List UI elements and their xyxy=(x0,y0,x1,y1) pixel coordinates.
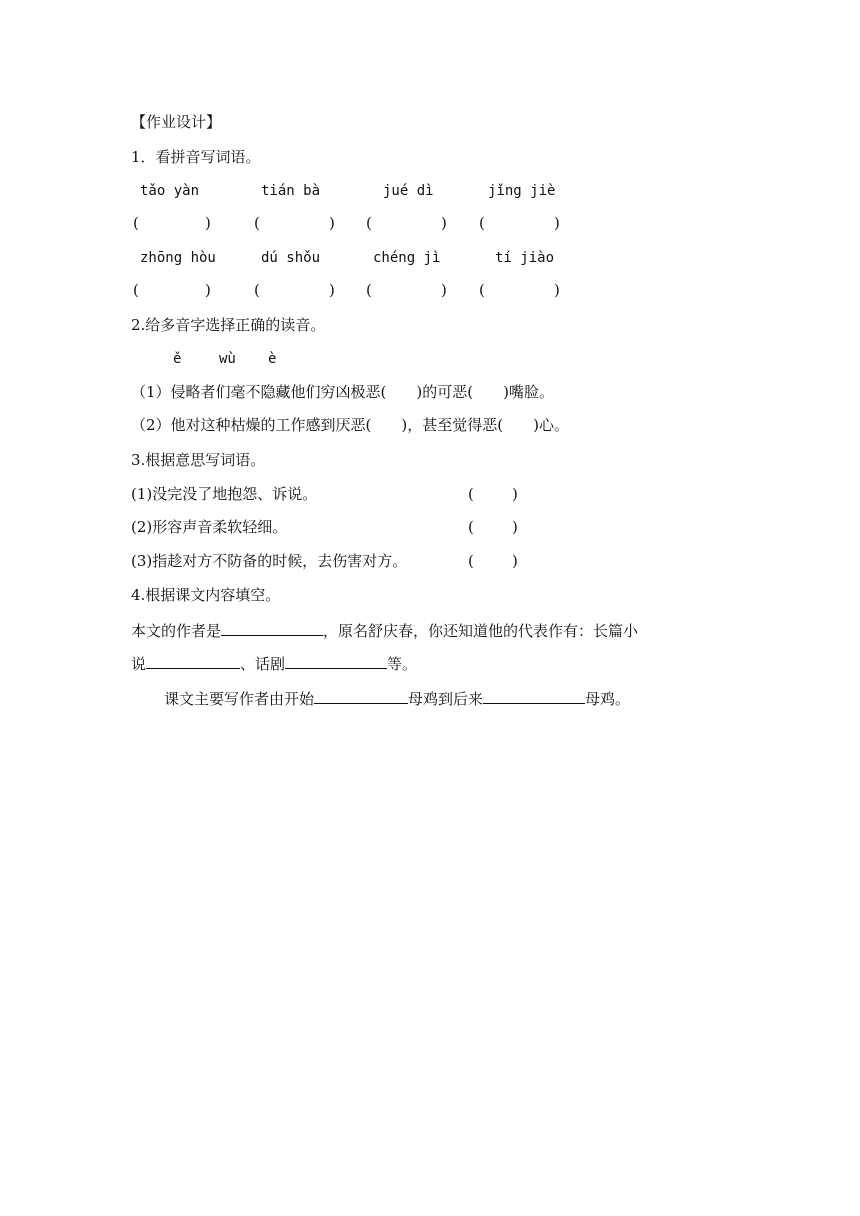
sentence-1-part-a: （1）侵略者们毫不隐藏他们穷凶极恶( xyxy=(131,383,387,401)
answer-paren-close: ) xyxy=(512,552,518,570)
fill-blank-author[interactable] xyxy=(221,619,323,636)
sentence-2-part-c: )心。 xyxy=(533,416,569,434)
pinyin-1: tǎo yàn xyxy=(140,183,200,199)
section-heading: 【作业设计】 xyxy=(131,113,222,131)
sentence-2-part-a: （2）他对这种枯燥的工作感到厌恶( xyxy=(131,416,372,434)
answer-paren-open: ( xyxy=(468,552,474,570)
answer-paren-close: ) xyxy=(554,281,560,299)
answer-paren-close: ) xyxy=(329,214,335,232)
reading-option: wù xyxy=(219,351,236,367)
answer-paren-close: ) xyxy=(554,214,560,232)
pinyin-4: jǐng jiè xyxy=(488,183,556,199)
pinyin-3: jué dì xyxy=(383,183,434,199)
answer-paren-close: ) xyxy=(329,281,335,299)
pinyin-8: tí jiào xyxy=(495,250,555,266)
fill-blank-drama[interactable] xyxy=(285,652,387,669)
sentence-2-part-b: )，甚至觉得恶( xyxy=(401,416,504,434)
answer-paren-open: ( xyxy=(133,214,139,232)
answer-paren-open: ( xyxy=(366,214,372,232)
reading-option: ě xyxy=(173,351,182,367)
fill-blank-attitude-start[interactable] xyxy=(314,687,408,704)
fill-text: 说 xyxy=(131,655,147,673)
answer-paren-close: ) xyxy=(205,281,211,299)
fill-text: 母鸡到后来 xyxy=(408,690,484,708)
fill-blank-attitude-end[interactable] xyxy=(483,687,585,704)
question-2-title: 2.给多音字选择正确的读音。 xyxy=(131,316,326,334)
pinyin-2: tián bà xyxy=(261,183,321,199)
fill-text: 母鸡。 xyxy=(585,690,631,708)
fill-text: 本文的作者是 xyxy=(131,622,222,640)
answer-paren-open: ( xyxy=(479,214,485,232)
answer-paren-open: ( xyxy=(468,518,474,536)
sentence-1-part-c: )嘴脸。 xyxy=(503,383,554,401)
pinyin-6: dú shǒu xyxy=(261,250,321,266)
fill-paragraph-line-2 xyxy=(131,652,417,674)
fill-blank-novel[interactable] xyxy=(146,652,240,669)
answer-paren-close: ) xyxy=(512,485,518,503)
pinyin-7: chéng jì xyxy=(373,250,441,266)
answer-paren-open: ( xyxy=(254,214,260,232)
sentence-2 xyxy=(131,415,569,435)
sentence-1 xyxy=(131,382,554,402)
answer-paren-close: ) xyxy=(441,281,447,299)
fill-text: ，原名舒庆春，你还知道他的代表作有：长篇小 xyxy=(323,622,639,640)
answer-paren-close: ) xyxy=(512,518,518,536)
answer-paren-open: ( xyxy=(479,281,485,299)
reading-option: è xyxy=(268,351,277,367)
question-3-title: 3.根据意思写词语。 xyxy=(131,451,266,469)
fill-text: 、话剧 xyxy=(240,655,286,673)
definition-3: (3)指趁对方不防备的时候，去伤害对方。 xyxy=(131,552,408,570)
pinyin-5: zhōng hòu xyxy=(140,250,216,266)
answer-paren-close: ) xyxy=(205,214,211,232)
sentence-1-part-b: )的可恶( xyxy=(416,383,474,401)
definition-1: (1)没完没了地抱怨、诉说。 xyxy=(131,485,318,503)
answer-paren-open: ( xyxy=(468,485,474,503)
answer-paren-open: ( xyxy=(366,281,372,299)
question-1-title: 1．看拼音写词语。 xyxy=(131,148,261,166)
definition-2: (2)形容声音柔软轻细。 xyxy=(131,518,288,536)
answer-paren-open: ( xyxy=(133,281,139,299)
answer-paren-open: ( xyxy=(254,281,260,299)
answer-paren-close: ) xyxy=(441,214,447,232)
fill-paragraph-line-1 xyxy=(131,619,638,641)
fill-text: 等。 xyxy=(387,655,418,673)
fill-paragraph-line-3 xyxy=(164,687,630,709)
question-4-title: 4.根据课文内容填空。 xyxy=(131,586,281,604)
fill-text: 课文主要写作者由开始 xyxy=(164,690,315,708)
